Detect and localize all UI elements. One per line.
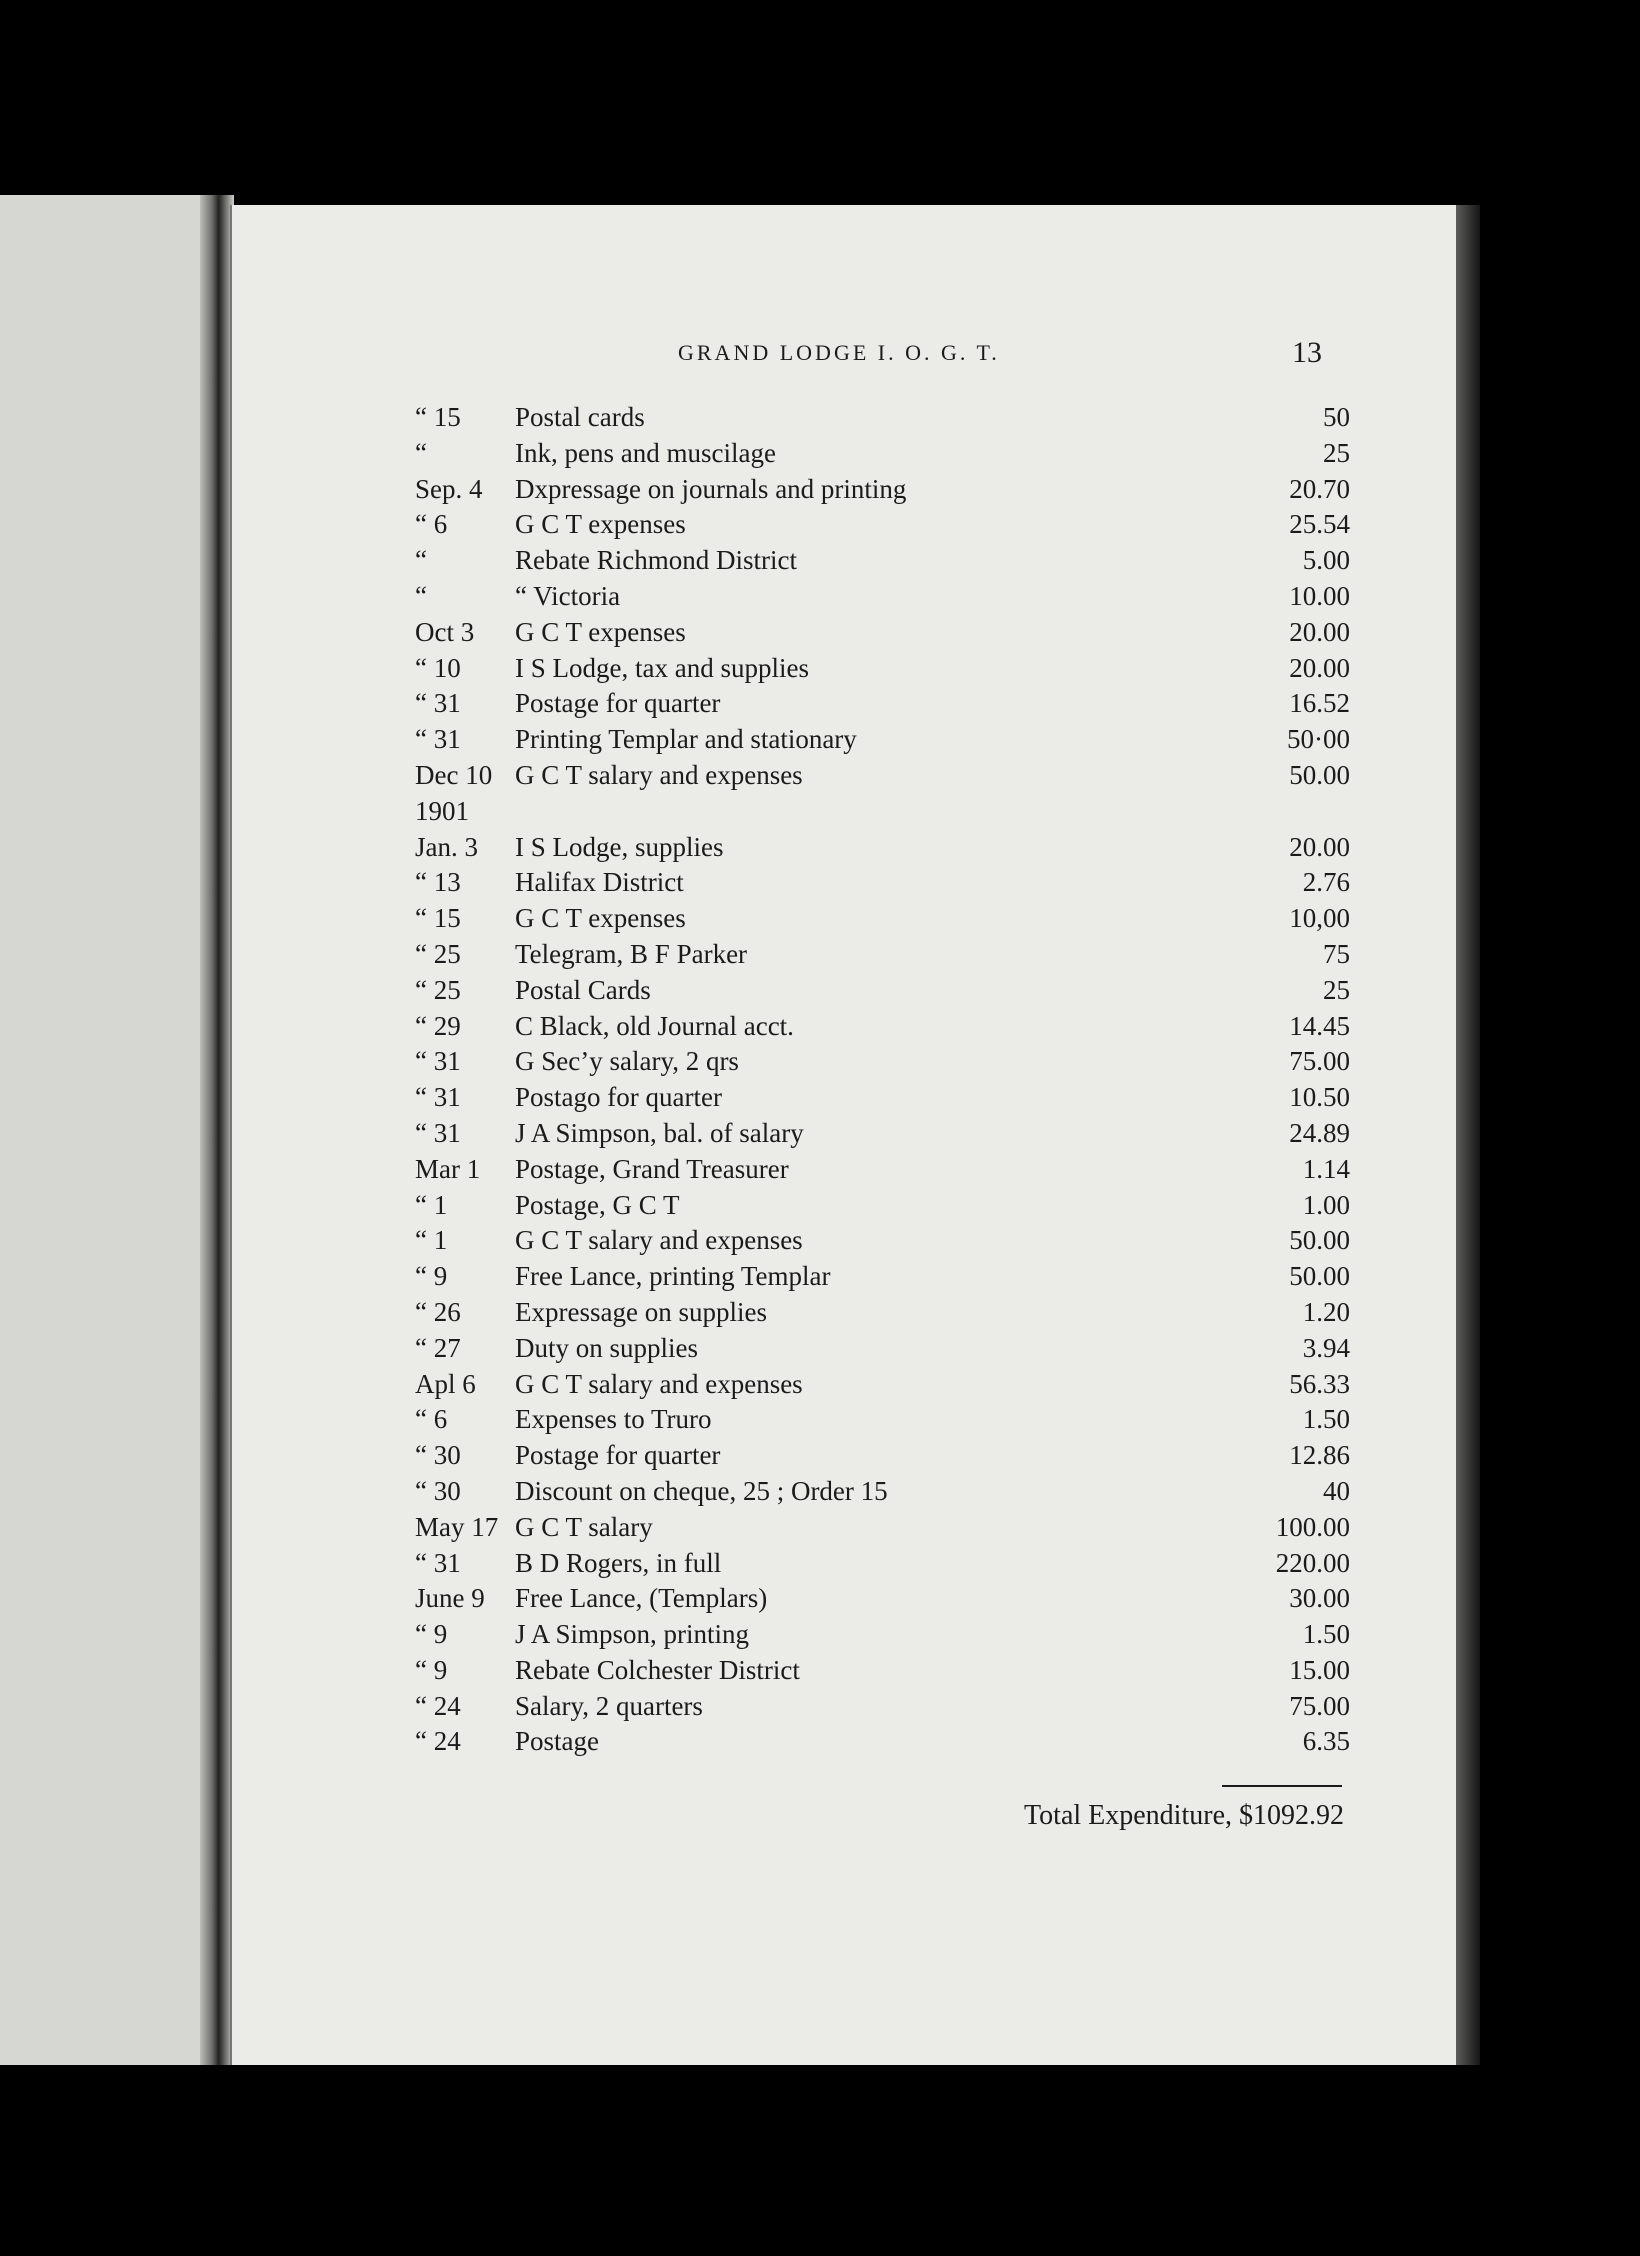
entry-date: “ 29 bbox=[415, 1010, 461, 1041]
entry-amount: 50 bbox=[1323, 402, 1350, 432]
entry-amount: 50·00 bbox=[1287, 724, 1350, 755]
ledger-row bbox=[415, 973, 1350, 1009]
ledger-row bbox=[415, 1581, 1350, 1617]
entry-date: Apl 6 bbox=[415, 1368, 476, 1399]
entry-amount: 50.00 bbox=[1289, 759, 1350, 790]
entry-date: “ 27 bbox=[415, 1332, 461, 1363]
entry-amount: 25.54 bbox=[1289, 509, 1350, 540]
entry-date: “ bbox=[415, 545, 427, 576]
entry-date: “ 31 bbox=[415, 688, 461, 719]
ledger-row bbox=[415, 1510, 1350, 1546]
entry-date: “ 1 bbox=[415, 1225, 448, 1256]
entry-description: Postal Cards bbox=[515, 974, 651, 1005]
entry-amount: 75 bbox=[1323, 938, 1350, 969]
entry-date: “ 25 bbox=[415, 974, 461, 1005]
entry-description: C Black, old Journal acct. bbox=[515, 1010, 794, 1041]
entry-description: Postage, G C T bbox=[515, 1189, 680, 1220]
entry-amount: 14.45 bbox=[1289, 1010, 1350, 1041]
entry-date: June 9 bbox=[415, 1583, 485, 1614]
entry-date: “ 6 bbox=[415, 509, 448, 540]
entry-description: Expressage on supplies bbox=[515, 1296, 767, 1327]
ledger-row bbox=[415, 1689, 1350, 1725]
ledger-row bbox=[415, 543, 1350, 579]
entry-amount: 5.00 bbox=[1302, 545, 1350, 576]
entry-date: “ 6 bbox=[415, 1404, 448, 1435]
entry-date: “ 1 bbox=[415, 1189, 448, 1220]
entry-amount: 1.50 bbox=[1302, 1619, 1350, 1650]
entry-description: G C T expenses bbox=[515, 616, 686, 647]
entry-date: “ 30 bbox=[415, 1440, 461, 1471]
entry-amount: 24.89 bbox=[1289, 1117, 1350, 1148]
entry-amount: 75.00 bbox=[1289, 1690, 1350, 1721]
entry-date: “ 26 bbox=[415, 1296, 461, 1327]
ledger-row bbox=[415, 1152, 1350, 1188]
ledger-row bbox=[415, 1653, 1350, 1689]
entry-amount: 50.00 bbox=[1289, 1261, 1350, 1292]
entry-description: Telegram, B F Parker bbox=[515, 938, 748, 969]
entry-description: Salary, 2 quarters bbox=[515, 1690, 703, 1721]
ledger-row bbox=[415, 1438, 1350, 1474]
total-expenditure: Total Expenditure, $1092.92 bbox=[1024, 1800, 1344, 1831]
entry-amount: 12.86 bbox=[1289, 1440, 1350, 1471]
entry-date: “ 9 bbox=[415, 1261, 448, 1292]
entry-description: I S Lodge, tax and supplies bbox=[515, 652, 809, 683]
entry-description: Printing Templar and stationary bbox=[515, 724, 857, 755]
entry-date: “ 31 bbox=[415, 1547, 461, 1578]
entry-amount: 20.00 bbox=[1289, 616, 1350, 647]
entry-amount: 25 bbox=[1323, 437, 1350, 468]
entry-description: J A Simpson, bal. of salary bbox=[515, 1117, 804, 1148]
entry-description: Rebate Colchester District bbox=[515, 1654, 800, 1685]
entry-date: May 17 bbox=[415, 1511, 499, 1542]
entry-description: Duty on supplies bbox=[515, 1332, 699, 1363]
entry-description: Halifax District bbox=[515, 867, 684, 898]
ledger-row bbox=[415, 1116, 1350, 1152]
entry-description: G Sec’y salary, 2 qrs bbox=[515, 1046, 739, 1077]
entry-date: “ 10 bbox=[415, 652, 461, 683]
entry-description: G C T salary and expenses bbox=[515, 1225, 803, 1256]
entry-description: I S Lodge, supplies bbox=[515, 831, 724, 862]
ledger-row bbox=[415, 1259, 1350, 1295]
ledger-row bbox=[415, 1617, 1350, 1653]
ledger-row bbox=[415, 1223, 1350, 1259]
entry-description: “ Victoria bbox=[515, 580, 621, 611]
entry-date: “ 24 bbox=[415, 1690, 461, 1721]
left-page-fragment bbox=[0, 195, 218, 2065]
entry-description: G C T salary and expenses bbox=[515, 1368, 803, 1399]
entry-amount: 15.00 bbox=[1289, 1654, 1350, 1685]
ledger-row bbox=[415, 615, 1350, 651]
entry-amount: 20.70 bbox=[1289, 473, 1350, 504]
ledger-row bbox=[415, 651, 1350, 687]
entry-amount: 100.00 bbox=[1275, 1511, 1350, 1542]
entry-description: G C T salary bbox=[515, 1511, 653, 1542]
entry-amount: 1.20 bbox=[1302, 1296, 1350, 1327]
ledger-row bbox=[415, 758, 1350, 794]
entry-date: “ 31 bbox=[415, 1117, 461, 1148]
ledger-row bbox=[415, 937, 1350, 973]
ledger-row bbox=[415, 1044, 1350, 1080]
page-number: 13 bbox=[1292, 336, 1322, 369]
expenditure-ledger bbox=[415, 400, 1350, 1760]
entry-date: Jan. 3 bbox=[415, 831, 478, 862]
ledger-row bbox=[415, 1724, 1350, 1760]
ledger-row bbox=[415, 1331, 1350, 1367]
entry-amount: 6.35 bbox=[1302, 1726, 1350, 1757]
ledger-row bbox=[415, 1546, 1350, 1582]
ledger-row bbox=[415, 436, 1350, 472]
entry-date: “ 31 bbox=[415, 1082, 461, 1113]
page-edge bbox=[1456, 205, 1480, 2065]
ledger-row bbox=[415, 1009, 1350, 1045]
entry-date: “ 9 bbox=[415, 1654, 448, 1685]
total-rule bbox=[1222, 1785, 1342, 1787]
entry-amount: 10.50 bbox=[1289, 1082, 1350, 1113]
entry-description: Free Lance, (Templars) bbox=[515, 1583, 768, 1614]
entry-amount: 50.00 bbox=[1289, 1225, 1350, 1256]
entry-description: Rebate Richmond District bbox=[515, 545, 797, 576]
entry-date: “ 25 bbox=[415, 938, 461, 969]
entry-date: “ 31 bbox=[415, 1046, 461, 1077]
ledger-row bbox=[415, 1474, 1350, 1510]
entry-amount: 20.00 bbox=[1289, 652, 1350, 683]
entry-date: “ bbox=[415, 580, 427, 611]
entry-description: Postago for quarter bbox=[515, 1082, 722, 1113]
entry-amount: 10,00 bbox=[1289, 903, 1350, 934]
entry-description: J A Simpson, printing bbox=[515, 1619, 750, 1650]
book-binding bbox=[200, 195, 234, 2065]
ledger-row bbox=[415, 1402, 1350, 1438]
ledger-row bbox=[415, 472, 1350, 508]
entry-date: Sep. 4 bbox=[415, 473, 483, 504]
entry-date: Oct 3 bbox=[415, 616, 475, 647]
entry-date: 1901 bbox=[415, 795, 469, 826]
entry-amount: 2.76 bbox=[1302, 867, 1350, 898]
entry-date: “ 30 bbox=[415, 1475, 461, 1506]
entry-amount: 20.00 bbox=[1289, 831, 1350, 862]
entry-description: Postal cards bbox=[515, 402, 645, 432]
entry-date: “ 15 bbox=[415, 402, 461, 432]
ledger-row bbox=[415, 400, 1350, 436]
entry-description: Postage for quarter bbox=[515, 688, 721, 719]
entry-amount: 1.14 bbox=[1302, 1153, 1350, 1184]
ledger-row bbox=[415, 722, 1350, 758]
ledger-row bbox=[415, 686, 1350, 722]
entry-amount: 3.94 bbox=[1302, 1332, 1350, 1363]
ledger-row bbox=[415, 830, 1350, 866]
ledger-row bbox=[415, 794, 1350, 830]
entry-description: Postage, Grand Treasurer bbox=[515, 1153, 789, 1184]
ledger-row bbox=[415, 1367, 1350, 1403]
entry-description: G C T salary and expenses bbox=[515, 759, 803, 790]
entry-date: Mar 1 bbox=[415, 1153, 481, 1184]
entry-description: Postage bbox=[515, 1726, 599, 1757]
entry-date: “ 15 bbox=[415, 903, 461, 934]
ledger-row bbox=[415, 1080, 1350, 1116]
entry-date: “ bbox=[415, 437, 427, 468]
entry-description: G C T expenses bbox=[515, 509, 686, 540]
entry-description: Discount on cheque, 25 ; Order 15 bbox=[515, 1475, 888, 1506]
entry-description: Dxpressage on journals and printing bbox=[515, 473, 907, 504]
entry-date: “ 24 bbox=[415, 1726, 461, 1757]
ledger-row bbox=[415, 507, 1350, 543]
entry-amount: 40 bbox=[1323, 1475, 1350, 1506]
entry-date: “ 13 bbox=[415, 867, 461, 898]
entry-amount: 75.00 bbox=[1289, 1046, 1350, 1077]
entry-description: Free Lance, printing Templar bbox=[515, 1261, 831, 1292]
ledger-row bbox=[415, 865, 1350, 901]
entry-amount: 220.00 bbox=[1275, 1547, 1350, 1578]
entry-date: “ 9 bbox=[415, 1619, 448, 1650]
entry-date: “ 31 bbox=[415, 724, 461, 755]
ledger-row bbox=[415, 901, 1350, 937]
entry-description: G C T expenses bbox=[515, 903, 686, 934]
ledger-row bbox=[415, 1188, 1350, 1224]
ledger-row bbox=[415, 1295, 1350, 1331]
ledger-row bbox=[415, 579, 1350, 615]
entry-description: Ink, pens and muscilage bbox=[515, 437, 776, 468]
entry-description: Postage for quarter bbox=[515, 1440, 721, 1471]
entry-amount: 56.33 bbox=[1289, 1368, 1350, 1399]
entry-amount: 16.52 bbox=[1289, 688, 1350, 719]
entry-amount: 1.50 bbox=[1302, 1404, 1350, 1435]
running-head: GRAND LODGE I. O. G. T. bbox=[678, 340, 1000, 365]
entry-amount: 25 bbox=[1323, 974, 1350, 1005]
entry-date: Dec 10 bbox=[415, 759, 493, 790]
entry-description: Expenses to Truro bbox=[515, 1404, 712, 1435]
entry-description: B D Rogers, in full bbox=[515, 1547, 722, 1578]
entry-amount: 10.00 bbox=[1289, 580, 1350, 611]
entry-amount: 30.00 bbox=[1289, 1583, 1350, 1614]
entry-amount: 1.00 bbox=[1302, 1189, 1350, 1220]
